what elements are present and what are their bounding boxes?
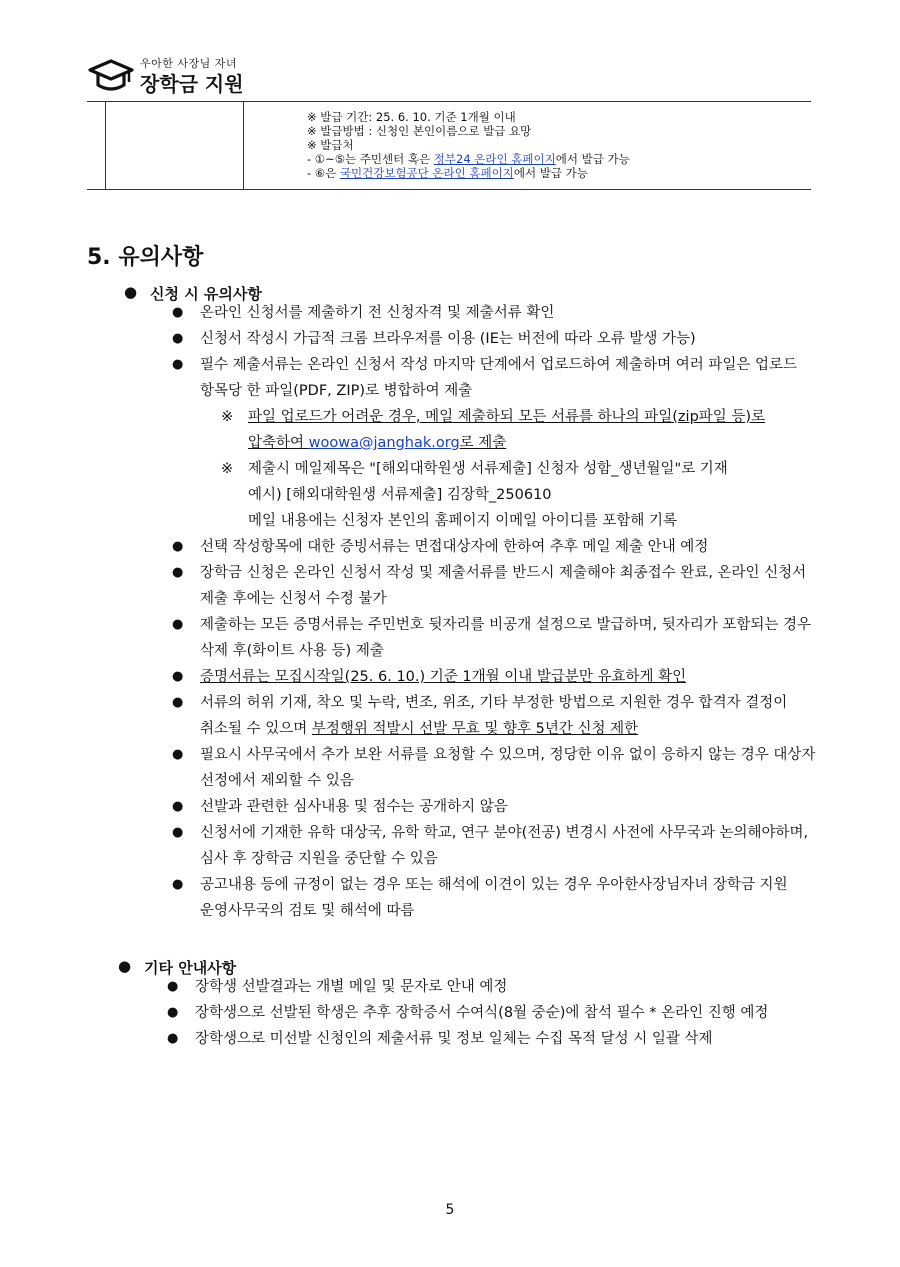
item-text: 제출 후에는 신청서 수정 불가 (200, 591, 387, 607)
note-text: 제출시 메일제목은 "[해외대학원생 서류제출] 신청자 성함_생년월일"로 기재 (248, 461, 728, 477)
bullet-icon: ● (172, 617, 184, 632)
note-text (248, 430, 506, 456)
bullet-icon: ● (118, 957, 132, 975)
document-table (87, 101, 811, 190)
graduation-cap-icon (88, 58, 134, 94)
table-column-divider (105, 102, 106, 189)
reference-mark: ※ (221, 409, 234, 425)
item-text: 공고내용 등에 규정이 없는 경우 또는 해석에 이견이 있는 경우 우아한사장님자녀 장학금 지원 (200, 877, 788, 893)
item-text: 신청서에 기재한 유학 대상국, 유학 학교, 연구 분야(전공) 변경시 사전에 사무국과 논의해야하며, (200, 825, 809, 841)
item-text: 운영사무국의 검토 및 해석에 따름 (200, 903, 415, 919)
heading-text: 신청 시 유의사항 (150, 285, 262, 303)
item-text: 장학생으로 선발된 학생은 추후 장학증서 수여식(8월 중순)에 참석 필수 * 온라인 진행 예정 (195, 1005, 769, 1021)
item-text: 항목당 한 파일(PDF, ZIP)로 병합하여 제출 (200, 383, 473, 399)
bullet-icon: ● (172, 305, 184, 320)
item-text: 장학금 신청은 온라인 신청서 작성 및 제출서류를 반드시 제출해야 최종접수 완료, 온라인 신청서 (200, 565, 807, 581)
bullet-icon: ● (172, 825, 184, 840)
bullet-icon: ● (172, 669, 184, 684)
item-text: 삭제 후(화이트 사용 등) 제출 (200, 643, 384, 659)
issuance-method: ※ 발급방법 : 신청인 본인이름으로 발급 요망 (307, 124, 532, 138)
logo-title: 장학금 지원 (140, 72, 244, 96)
note-text: 예시) [해외대학원생 서류제출] 김장학_250610 (248, 487, 552, 503)
table-column-divider (243, 102, 244, 189)
item-text: 선정에서 제외할 수 있음 (200, 773, 354, 789)
item-text: 서류의 허위 기재, 착오 및 누락, 변조, 위조, 기타 부정한 방법으로 지원한 경우 합격자 결정이 (200, 695, 788, 711)
bullet-icon: ● (172, 695, 184, 710)
issuance-place-nhis (307, 166, 630, 180)
issuance-place-gov24 (307, 152, 630, 166)
text-prefix: - ①~⑤는 주민센터 혹은 (307, 152, 434, 166)
text-suffix: 에서 발급 가능 (555, 152, 630, 166)
note-text: 파일 업로드가 어려운 경우, 메일 제출하되 모든 서류를 하나의 파일(zip파일 등)로 (248, 409, 766, 425)
text-suffix: 로 제출 (459, 435, 507, 451)
item-text: 신청서 작성시 가급적 크롬 브라우저를 이용 (IE는 버전에 따라 오류 발생 가능) (200, 331, 696, 347)
item-text: 온라인 신청서를 제출하기 전 신청자격 및 제출서류 확인 (200, 305, 555, 321)
reference-mark: ※ (221, 461, 234, 477)
item-text: 심사 후 장학금 지원을 중단할 수 있음 (200, 851, 438, 867)
email-link[interactable]: woowa@janghak.org (308, 435, 460, 451)
note-text: 메일 내용에는 신청자 본인의 홈페이지 이메일 아이디를 포함해 기록 (248, 513, 678, 529)
section-title: 5. 유의사항 (87, 245, 204, 270)
item-text: 제출하는 모든 증명서류는 주민번호 뒷자리를 비공개 설정으로 발급하며, 뒷자리가 포함되는 경우 (200, 617, 811, 633)
issuance-period: ※ 발급 기간: 25. 6. 10. 기준 1개월 이내 (307, 110, 516, 124)
text-prefix: 압축하여 (248, 435, 309, 451)
penalty-text: 부정행위 적발시 선발 무효 및 향후 5년간 신청 제한 (311, 721, 639, 737)
page-number: 5 (445, 1202, 455, 1218)
bullet-icon: ● (167, 1031, 179, 1046)
bullet-icon: ● (167, 979, 179, 994)
item-text: 장학생으로 미선발 신청인의 제출서류 및 정보 일체는 수집 목적 달성 시 일괄 삭제 (195, 1031, 713, 1047)
bullet-icon: ● (167, 1005, 179, 1020)
logo-subtitle: 우아한 사장님 자녀 (140, 57, 238, 70)
heading-text: 기타 안내사항 (144, 959, 237, 977)
bullet-icon: ● (172, 877, 184, 892)
text-prefix: - ⑥은 (307, 166, 340, 180)
item-text: 증명서류는 모집시작일(25. 6. 10.) 기준 1개월 이내 발급분만 유효하게 확인 (200, 669, 687, 685)
item-text: 선택 작성항목에 대한 증빙서류는 면접대상자에 한하여 추후 메일 제출 안내 예정 (200, 539, 709, 555)
item-text: 필수 제출서류는 온라인 신청서 작성 마지막 단계에서 업로드하여 제출하며 여러 파일은 업로드 (200, 357, 797, 373)
issuance-place-label: ※ 발급처 (307, 138, 354, 152)
text-prefix: 취소될 수 있으며 (200, 721, 312, 737)
nhis-link[interactable]: 국민건강보험공단 온라인 홈페이지 (339, 166, 514, 180)
bullet-icon: ● (172, 747, 184, 762)
table-cell-issuance-info (307, 110, 630, 180)
bullet-icon: ● (172, 799, 184, 814)
item-text: 장학생 선발결과는 개별 메일 및 문자로 안내 예정 (195, 979, 508, 995)
bullet-icon: ● (172, 565, 184, 580)
item-text (200, 716, 638, 742)
bullet-icon: ● (172, 539, 184, 554)
gov24-link[interactable]: 정부24 온라인 홈페이지 (433, 152, 556, 166)
text-suffix: 에서 발급 가능 (513, 166, 588, 180)
item-text: 선발과 관련한 심사내용 및 점수는 공개하지 않음 (200, 799, 508, 815)
header-logo (88, 54, 248, 98)
bullet-icon: ● (172, 357, 184, 372)
bullet-icon: ● (172, 331, 184, 346)
bullet-icon: ● (124, 283, 138, 301)
item-text: 필요시 사무국에서 추가 보완 서류를 요청할 수 있으며, 정당한 이유 없이 응하지 않는 경우 대상자 (200, 747, 816, 763)
